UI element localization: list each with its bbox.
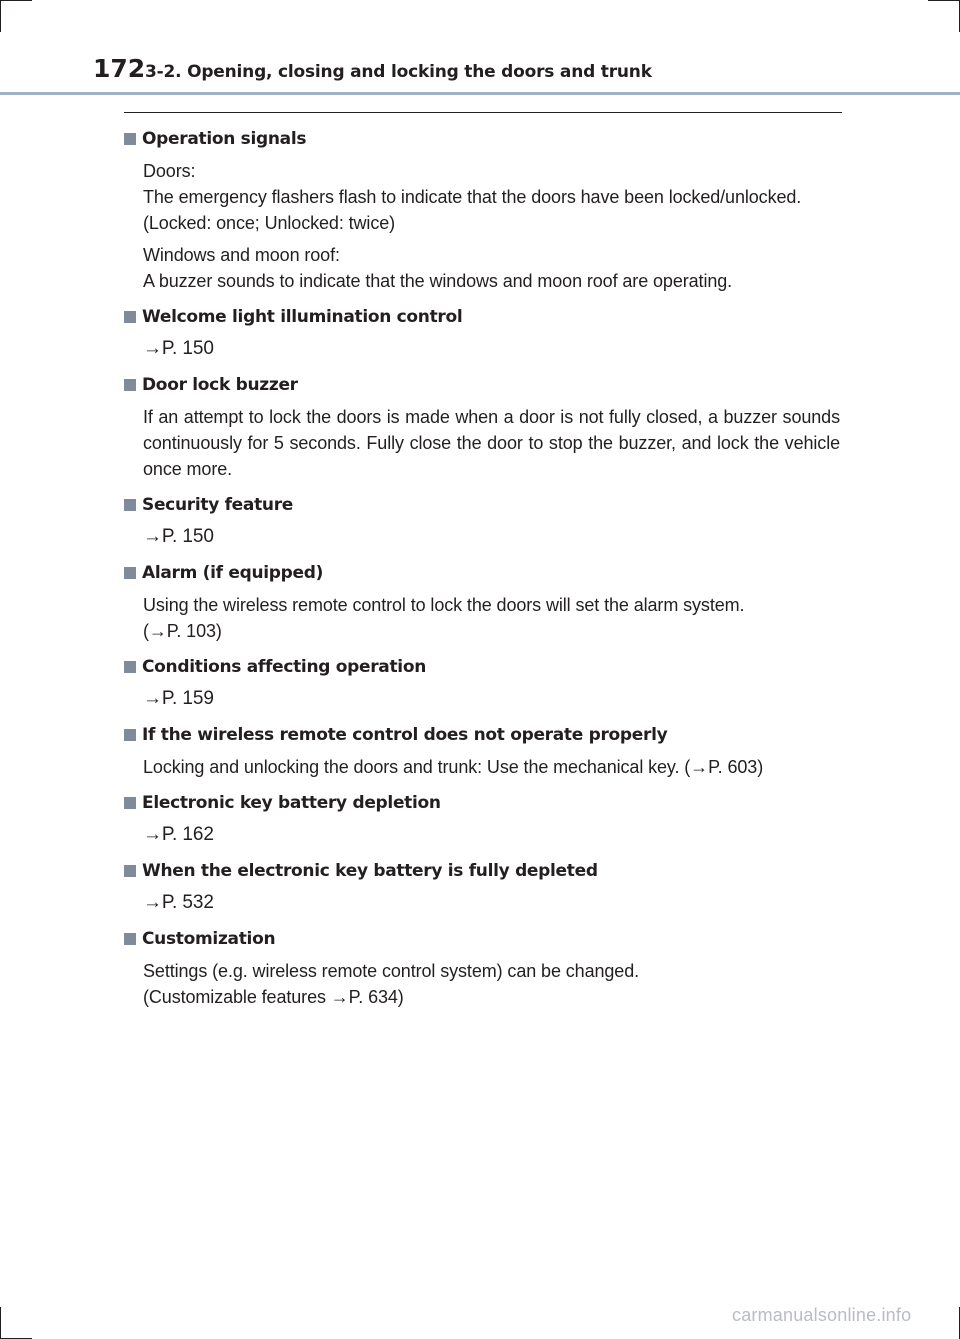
paragraph (143, 958, 840, 1010)
line: (Locked: once; Unlocked: twice) (143, 213, 396, 233)
item-title: Alarm (if equipped) (142, 563, 324, 583)
item-battery-fully-depleted (124, 858, 840, 916)
watermark: carmanualsonline.info (732, 1305, 912, 1325)
line: (→P. 103) (143, 621, 222, 641)
square-bullet-icon (124, 797, 136, 809)
line: Windows and moon roof: (143, 245, 340, 265)
item-customization (124, 926, 840, 1010)
item-title: Customization (142, 929, 276, 949)
square-bullet-icon (124, 379, 136, 391)
page-reference: →P. 150 (143, 338, 214, 359)
paragraph (143, 242, 840, 294)
item-title: Door lock buzzer (142, 375, 298, 395)
paragraph (143, 592, 840, 644)
line: A buzzer sounds to indicate that the windows and moon roof are operating. (143, 271, 733, 291)
crop-mark (0, 1307, 1, 1339)
square-bullet-icon (124, 567, 136, 579)
paragraph (143, 158, 840, 236)
line: Using the wireless remote control to lock the doors will set the alarm system. (143, 595, 745, 615)
page-reference: →P. 532 (143, 892, 214, 913)
page-header (0, 0, 960, 96)
item-welcome-light (124, 304, 840, 362)
paragraph: If an attempt to lock the doors is made when a door is not fully closed, a buzzer sounds continuously for 5 seconds. Fully close the door to stop the buzzer, and lock the vehicle once more. (143, 407, 840, 479)
item-title: When the electronic key battery is fully depleted (142, 861, 598, 881)
line: Settings (e.g. wireless remote control system) can be changed. (143, 961, 640, 981)
item-title: Conditions affecting operation (142, 657, 427, 677)
page-reference: →P. 162 (143, 824, 214, 845)
square-bullet-icon (124, 933, 136, 945)
item-security-feature (124, 492, 840, 550)
content (124, 126, 840, 1020)
square-bullet-icon (124, 661, 136, 673)
item-title: Electronic key battery depletion (142, 793, 441, 813)
square-bullet-icon (124, 311, 136, 323)
item-door-lock-buzzer (124, 372, 840, 482)
page-number: 172 (93, 54, 146, 83)
item-title: Welcome light illumination control (142, 307, 463, 327)
square-bullet-icon (124, 729, 136, 741)
paragraph: Locking and unlocking the doors and trunk: Use the mechanical key. (→P. 603) (143, 757, 764, 777)
item-title: Operation signals (142, 129, 307, 149)
square-bullet-icon (124, 133, 136, 145)
item-alarm (124, 560, 840, 644)
line: The emergency flashers flash to indicate that the doors have been locked/unlocked. (143, 187, 802, 207)
item-title: Security feature (142, 495, 294, 515)
square-bullet-icon (124, 865, 136, 877)
content-top-rule (124, 112, 842, 113)
item-battery-depletion (124, 790, 840, 848)
page-reference: →P. 150 (143, 526, 214, 547)
header-rule (0, 92, 960, 95)
page-reference: →P. 159 (143, 688, 214, 709)
section-title: 3-2. Opening, closing and locking the doors and trunk (145, 62, 652, 82)
square-bullet-icon (124, 499, 136, 511)
item-conditions (124, 654, 840, 712)
item-remote-not-operating (124, 722, 840, 780)
item-title: If the wireless remote control does not operate properly (142, 725, 668, 745)
line: (Customizable features →P. 634) (143, 987, 404, 1007)
item-operation-signals (124, 126, 840, 294)
line: Doors: (143, 161, 196, 181)
